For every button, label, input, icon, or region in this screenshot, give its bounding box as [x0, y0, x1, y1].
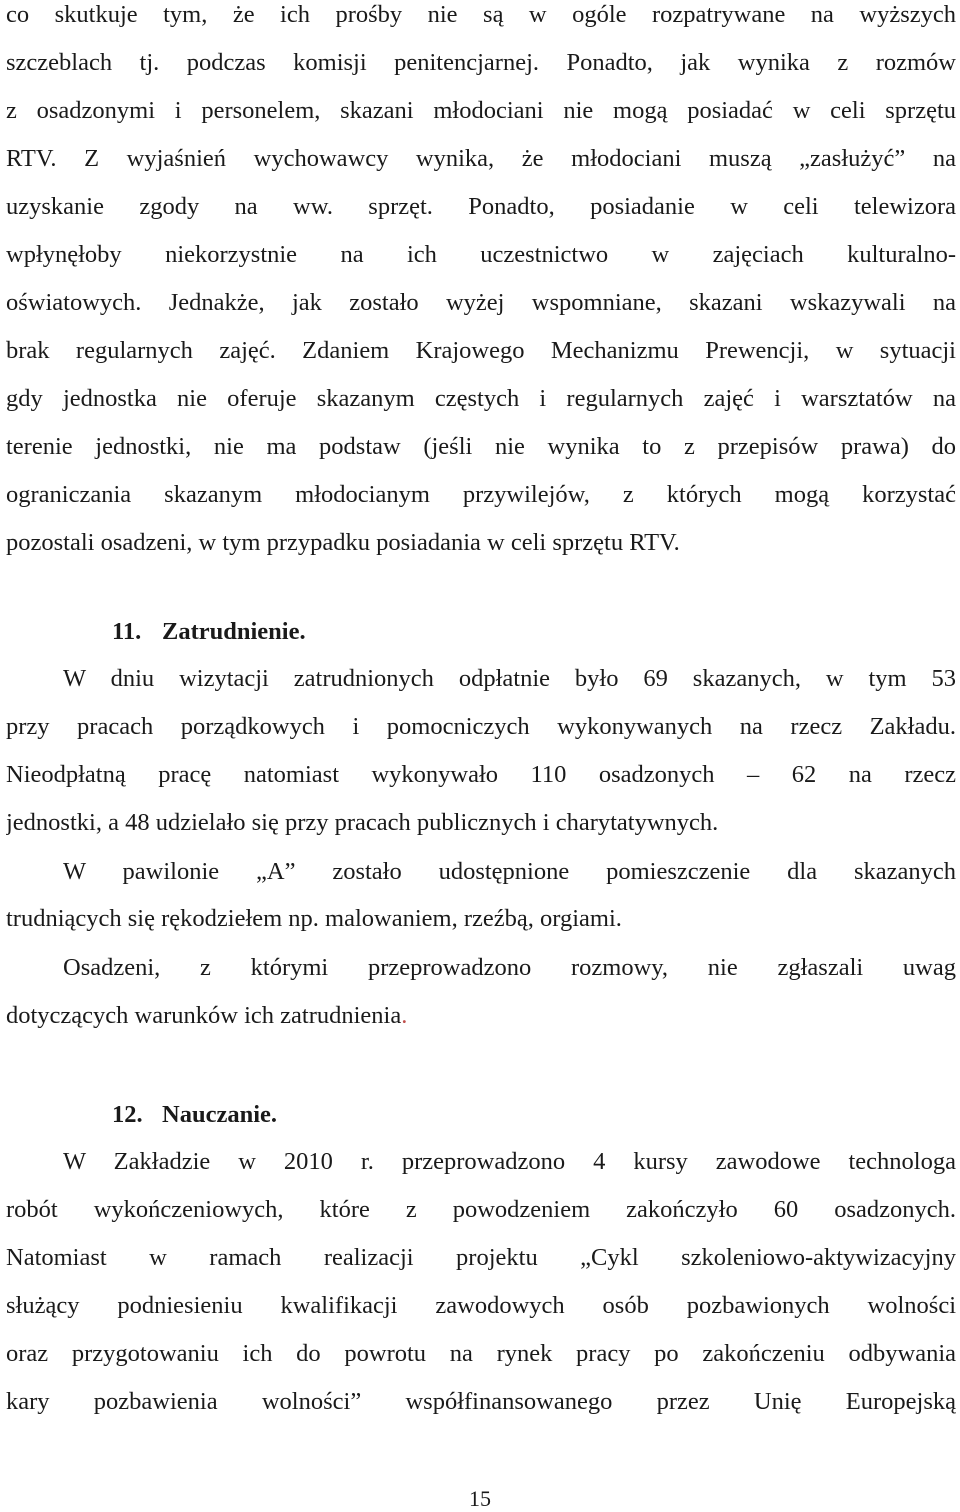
section-11-paragraph-1-line: Nieodpłatną pracę natomiast wykonywało 110 osadzonych – 62 na rzecz	[6, 761, 956, 788]
paragraph-1-line: oświatowych. Jednakże, jak zostało wyżej wspomniane, skazani wskazywali na	[6, 289, 956, 316]
paragraph-1-line: co skutkuje tym, że ich prośby nie są w ogóle rozpatrywane na wyższych	[6, 1, 956, 28]
section-11-paragraph-1-line: przy pracach porządkowych i pomocniczych wykonywanych na rzecz Zakładu.	[6, 713, 956, 740]
paragraph-1-line: brak regularnych zajęć. Zdaniem Krajowego Mechanizmu Prewencji, w sytuacji	[6, 337, 956, 364]
section-12-paragraph-line: robót wykończeniowych, które z powodzeniem zakończyło 60 osadzonych.	[6, 1196, 956, 1223]
section-11-paragraph-2-line: trudniących się rękodziełem np. malowaniem, rzeźbą, orgiami.	[6, 905, 622, 932]
paragraph-1-line: ograniczania skazanym młodocianym przywilejów, z których mogą korzystać	[6, 481, 956, 508]
section-12-paragraph-line: Natomiast w ramach realizacji projektu „Cykl szkoleniowo-aktywizacyjny	[6, 1244, 956, 1271]
section-11-paragraph-1-line: jednostki, a 48 udzielało się przy pracach publicznych i charytatywnych.	[6, 809, 719, 836]
paragraph-1-line: uzyskanie zgody na ww. sprzęt. Ponadto, posiadanie w celi telewizora	[6, 193, 956, 220]
paragraph-1-line: gdy jednostka nie oferuje skazanym częstych i regularnych zajęć i warsztatów na	[6, 385, 956, 412]
section-11-paragraph-1-line: W dniu wizytacji zatrudnionych odpłatnie było 69 skazanych, w tym 53	[63, 665, 956, 692]
section-12-number: 12.	[112, 1101, 143, 1128]
section-11-paragraph-2-line: W pawilonie „A” zostało udostępnione pomieszczenie dla skazanych	[63, 858, 956, 885]
section-12-title: Nauczanie.	[162, 1101, 277, 1128]
section-11-heading	[112, 617, 306, 647]
section-12-paragraph-line: W Zakładzie w 2010 r. przeprowadzono 4 kursy zawodowe technologa	[63, 1148, 956, 1175]
paragraph-1-line: pozostali osadzeni, w tym przypadku posiadania w celi sprzętu RTV.	[6, 529, 680, 556]
section-12-heading	[112, 1100, 277, 1130]
page-number: 15	[469, 1486, 491, 1511]
paragraph-1-line: wpłynęłoby niekorzystnie na ich uczestnictwo w zajęciach kulturalno-	[6, 241, 956, 268]
section-11-paragraph-3-text: dotyczących warunków ich zatrudnienia	[6, 1002, 402, 1029]
section-12-paragraph-line: oraz przygotowaniu ich do powrotu na rynek pracy po zakończeniu odbywania	[6, 1340, 956, 1367]
paragraph-1-line: z osadzonymi i personelem, skazani młodociani nie mogą posiadać w celi sprzętu	[6, 97, 956, 124]
paragraph-1-line: szczeblach tj. podczas komisji penitencjarnej. Ponadto, jak wynika z rozmów	[6, 49, 956, 76]
section-12-paragraph-line: kary pozbawienia wolności” współfinansowanego przez Unię Europejską	[6, 1388, 956, 1415]
section-11-title: Zatrudnienie.	[162, 618, 306, 645]
section-11-number: 11.	[112, 618, 142, 645]
section-11-paragraph-3-line: Osadzeni, z którymi przeprowadzono rozmowy, nie zgłaszali uwag	[63, 954, 956, 981]
period-mark: .	[401, 1002, 408, 1029]
paragraph-1-line: RTV. Z wyjaśnień wychowawcy wynika, że młodociani muszą „zasłużyć” na	[6, 145, 956, 172]
paragraph-1-line: terenie jednostki, nie ma podstaw (jeśli nie wynika to z przepisów prawa) do	[6, 433, 956, 460]
section-11-paragraph-3-line	[6, 1001, 956, 1031]
section-12-paragraph-line: służący podniesieniu kwalifikacji zawodowych osób pozbawionych wolności	[6, 1292, 956, 1319]
